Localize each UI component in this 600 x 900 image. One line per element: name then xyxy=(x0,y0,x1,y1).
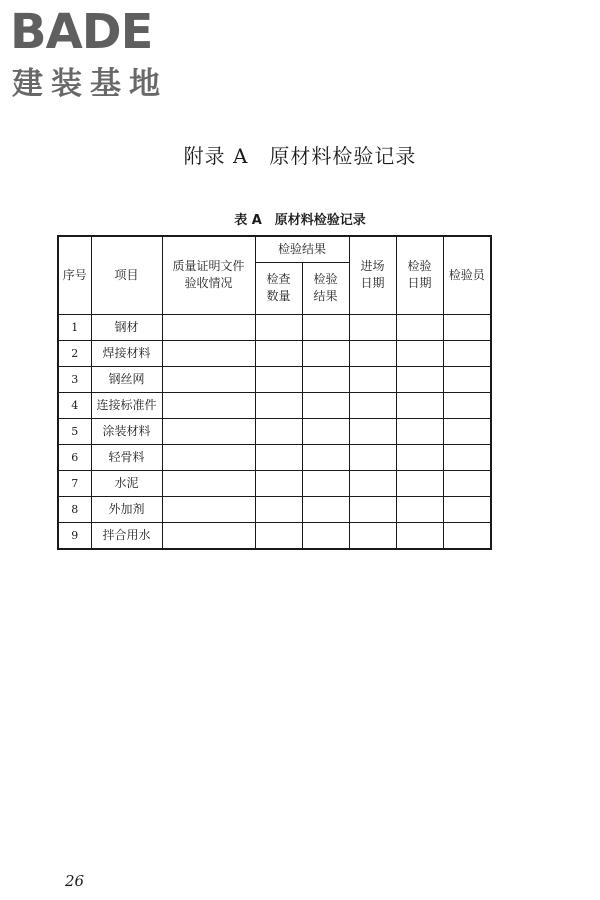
cell-entry-date xyxy=(349,522,396,549)
row-seq: 9 xyxy=(58,522,91,549)
cell-entry-date xyxy=(349,340,396,366)
row-item: 涂装材料 xyxy=(91,418,162,444)
table-row xyxy=(58,392,491,418)
row-seq: 7 xyxy=(58,470,91,496)
header-inspect-qty-line1: 检查 xyxy=(266,272,291,286)
table-row xyxy=(58,314,491,340)
cell-quality-doc xyxy=(162,366,255,392)
header-inspect-qty xyxy=(255,262,302,314)
row-seq: 1 xyxy=(58,314,91,340)
table-row xyxy=(58,366,491,392)
page-title: 附录 A 原材料检验记录 xyxy=(183,144,417,168)
table-row xyxy=(58,444,491,470)
cell-inspect-qty xyxy=(255,418,302,444)
header-inspection-result: 检验结果 xyxy=(255,236,349,262)
cell-inspector xyxy=(443,314,491,340)
row-item: 水泥 xyxy=(91,470,162,496)
cell-entry-date xyxy=(349,470,396,496)
cell-quality-doc xyxy=(162,522,255,549)
cell-inspector xyxy=(443,340,491,366)
table-caption: 表 A 原材料检验记录 xyxy=(234,213,366,228)
row-seq: 8 xyxy=(58,496,91,522)
cell-inspect-date xyxy=(396,496,443,522)
cell-inspect-date xyxy=(396,444,443,470)
cell-inspector xyxy=(443,392,491,418)
cell-inspect-date xyxy=(396,366,443,392)
bade-logo xyxy=(10,6,180,102)
header-quality-doc-line2: 验收情况 xyxy=(184,276,233,291)
cell-inspect-result xyxy=(302,340,349,366)
table-row xyxy=(58,522,491,549)
cell-inspector xyxy=(443,366,491,392)
row-item: 钢材 xyxy=(91,314,162,340)
cell-quality-doc xyxy=(162,444,255,470)
cell-quality-doc xyxy=(162,340,255,366)
cell-inspector xyxy=(443,470,491,496)
header-inspect-qty-line2: 数量 xyxy=(266,289,291,303)
header-inspect-date xyxy=(396,236,443,314)
header-quality-doc xyxy=(162,236,255,314)
header-inspect-result-line1: 检验 xyxy=(313,272,338,286)
cell-quality-doc xyxy=(162,470,255,496)
header-inspect-date-line2: 日期 xyxy=(407,276,432,291)
header-inspect-result xyxy=(302,262,349,314)
header-quality-doc-line1: 质量证明文件 xyxy=(172,259,245,274)
cell-inspect-qty xyxy=(255,444,302,470)
table-row xyxy=(58,418,491,444)
cell-quality-doc xyxy=(162,418,255,444)
cell-inspect-result xyxy=(302,444,349,470)
cell-entry-date xyxy=(349,366,396,392)
table-row xyxy=(58,340,491,366)
header-inspector: 检验员 xyxy=(443,236,491,314)
cell-inspector xyxy=(443,444,491,470)
cell-inspect-qty xyxy=(255,496,302,522)
cell-inspect-date xyxy=(396,314,443,340)
cell-entry-date xyxy=(349,496,396,522)
cell-inspect-qty xyxy=(255,392,302,418)
cell-entry-date xyxy=(349,418,396,444)
header-inspect-result-line2: 结果 xyxy=(313,289,338,303)
cell-inspect-qty xyxy=(255,366,302,392)
cell-inspect-date xyxy=(396,340,443,366)
header-entry-date xyxy=(349,236,396,314)
cell-inspect-date xyxy=(396,392,443,418)
cell-entry-date xyxy=(349,392,396,418)
cell-inspector xyxy=(443,522,491,549)
header-entry-date-line1: 进场 xyxy=(360,259,385,274)
table-row xyxy=(58,496,491,522)
cell-inspect-result xyxy=(302,314,349,340)
cell-inspect-qty xyxy=(255,522,302,549)
header-inspect-date-line1: 检验 xyxy=(407,259,432,274)
cell-inspect-date xyxy=(396,418,443,444)
cell-inspect-result xyxy=(302,496,349,522)
header-item: 项目 xyxy=(91,236,162,314)
row-seq: 6 xyxy=(58,444,91,470)
cell-inspect-qty xyxy=(255,340,302,366)
row-seq: 4 xyxy=(58,392,91,418)
row-item: 轻骨料 xyxy=(91,444,162,470)
cell-inspect-date xyxy=(396,470,443,496)
cell-quality-doc xyxy=(162,392,255,418)
cell-inspect-result xyxy=(302,392,349,418)
cell-inspect-result xyxy=(302,522,349,549)
cell-entry-date xyxy=(349,444,396,470)
cell-entry-date xyxy=(349,314,396,340)
row-item: 拌合用水 xyxy=(91,522,162,549)
logo-subtitle: 建装基地 xyxy=(12,66,168,102)
cell-inspect-result xyxy=(302,366,349,392)
cell-inspect-qty xyxy=(255,314,302,340)
cell-inspect-date xyxy=(396,522,443,549)
row-seq: 5 xyxy=(58,418,91,444)
row-item: 连接标准件 xyxy=(91,392,162,418)
header-entry-date-line2: 日期 xyxy=(360,276,385,291)
table-row xyxy=(58,470,491,496)
cell-quality-doc xyxy=(162,314,255,340)
page-number: 26 xyxy=(65,872,85,890)
row-item: 焊接材料 xyxy=(91,340,162,366)
cell-inspect-qty xyxy=(255,470,302,496)
row-item: 外加剂 xyxy=(91,496,162,522)
header-seq: 序号 xyxy=(58,236,91,314)
row-seq: 3 xyxy=(58,366,91,392)
logo-wordmark: BADE xyxy=(10,4,153,60)
cell-inspect-result xyxy=(302,418,349,444)
cell-inspector xyxy=(443,496,491,522)
raw-material-inspection-table xyxy=(57,235,492,550)
cell-quality-doc xyxy=(162,496,255,522)
row-seq: 2 xyxy=(58,340,91,366)
cell-inspector xyxy=(443,418,491,444)
row-item: 钢丝网 xyxy=(91,366,162,392)
cell-inspect-result xyxy=(302,470,349,496)
